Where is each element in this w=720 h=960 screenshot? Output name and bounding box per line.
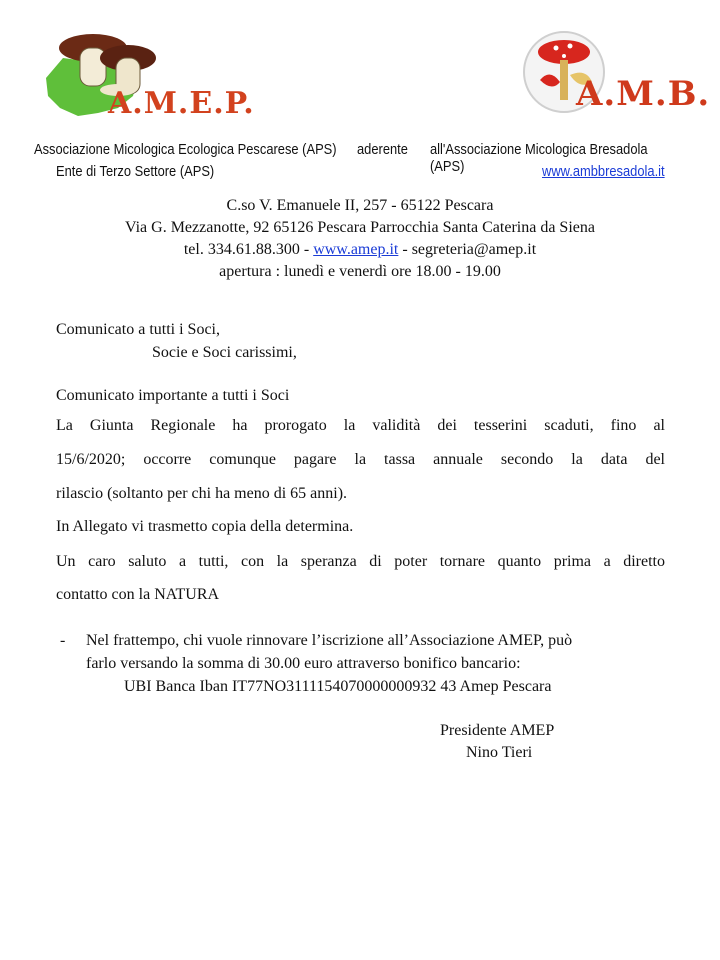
address-line-1: C.so V. Emanuele II, 257 - 65122 Pescara — [226, 197, 494, 214]
assoc-name: Associazione Micologica Ecologica Pescarese (APS) — [34, 141, 337, 158]
amep-logo-text: A.M.E.P. — [108, 86, 255, 121]
paragraph-1-line-1: La Giunta Regionale ha prorogato la validità dei tesserini scaduti, fino al — [56, 417, 665, 434]
paragraph-2: In Allegato vi trasmetto copia della determina. — [56, 518, 354, 535]
paragraph-3-line-2: contatto con la NATURA — [56, 586, 220, 603]
paragraph-1-line-3: rilascio (soltanto per chi ha meno di 65 anni). — [56, 485, 348, 502]
amep-logo — [38, 18, 258, 123]
iban-line: UBI Banca Iban IT77NO3111154070000000932 43 Amep Pescara — [124, 678, 552, 695]
subject-line: Comunicato importante a tutti i Soci — [56, 387, 290, 404]
assoc-bresadola: all'Associazione Micologica Bresadola (APS) — [430, 141, 648, 175]
opening-hours: apertura : lunedì e venerdì ore 18.00 - 19.00 — [219, 263, 501, 280]
phone-text: tel. 334.61.88.300 - — [183, 241, 314, 258]
paragraph-3-line-1: Un caro saluto a tutti, con la speranza di poter tornare quanto prima a diretto — [56, 553, 665, 570]
email-text: - segreteria@amep.it — [398, 241, 537, 258]
greeting-line-1: Comunicato a tutti i Soci, — [56, 321, 220, 338]
amb-logo — [520, 30, 710, 115]
amb-logo-text: A.M.B. — [576, 74, 711, 114]
ambbresadola-link[interactable]: www.ambbresadola.it — [542, 163, 665, 180]
bullet-line-2: farlo versando la somma di 30.00 euro attraverso bonifico bancario: — [86, 655, 521, 672]
assoc-terzo-settore: Ente di Terzo Settore (APS) — [56, 163, 215, 180]
signature-title: Presidente AMEP — [440, 722, 555, 739]
signature-name: Nino Tieri — [466, 744, 533, 761]
bullet-line-1: Nel frattempo, chi vuole rinnovare l’iscrizione all’Associazione AMEP, può — [86, 632, 573, 649]
bullet-mark: - — [60, 632, 66, 649]
address-line-2: Via G. Mezzanotte, 92 65126 Pescara Parrocchia Santa Caterina da Siena — [125, 219, 595, 236]
paragraph-1-line-2: 15/6/2020; occorre comunque pagare la tassa annuale secondo la data del — [56, 451, 665, 468]
amep-website-link[interactable]: www.amep.it — [313, 241, 399, 258]
greeting-line-2: Socie e Soci carissimi, — [152, 344, 297, 361]
contact-line — [0, 241, 720, 259]
assoc-aderente: aderente — [357, 141, 408, 158]
